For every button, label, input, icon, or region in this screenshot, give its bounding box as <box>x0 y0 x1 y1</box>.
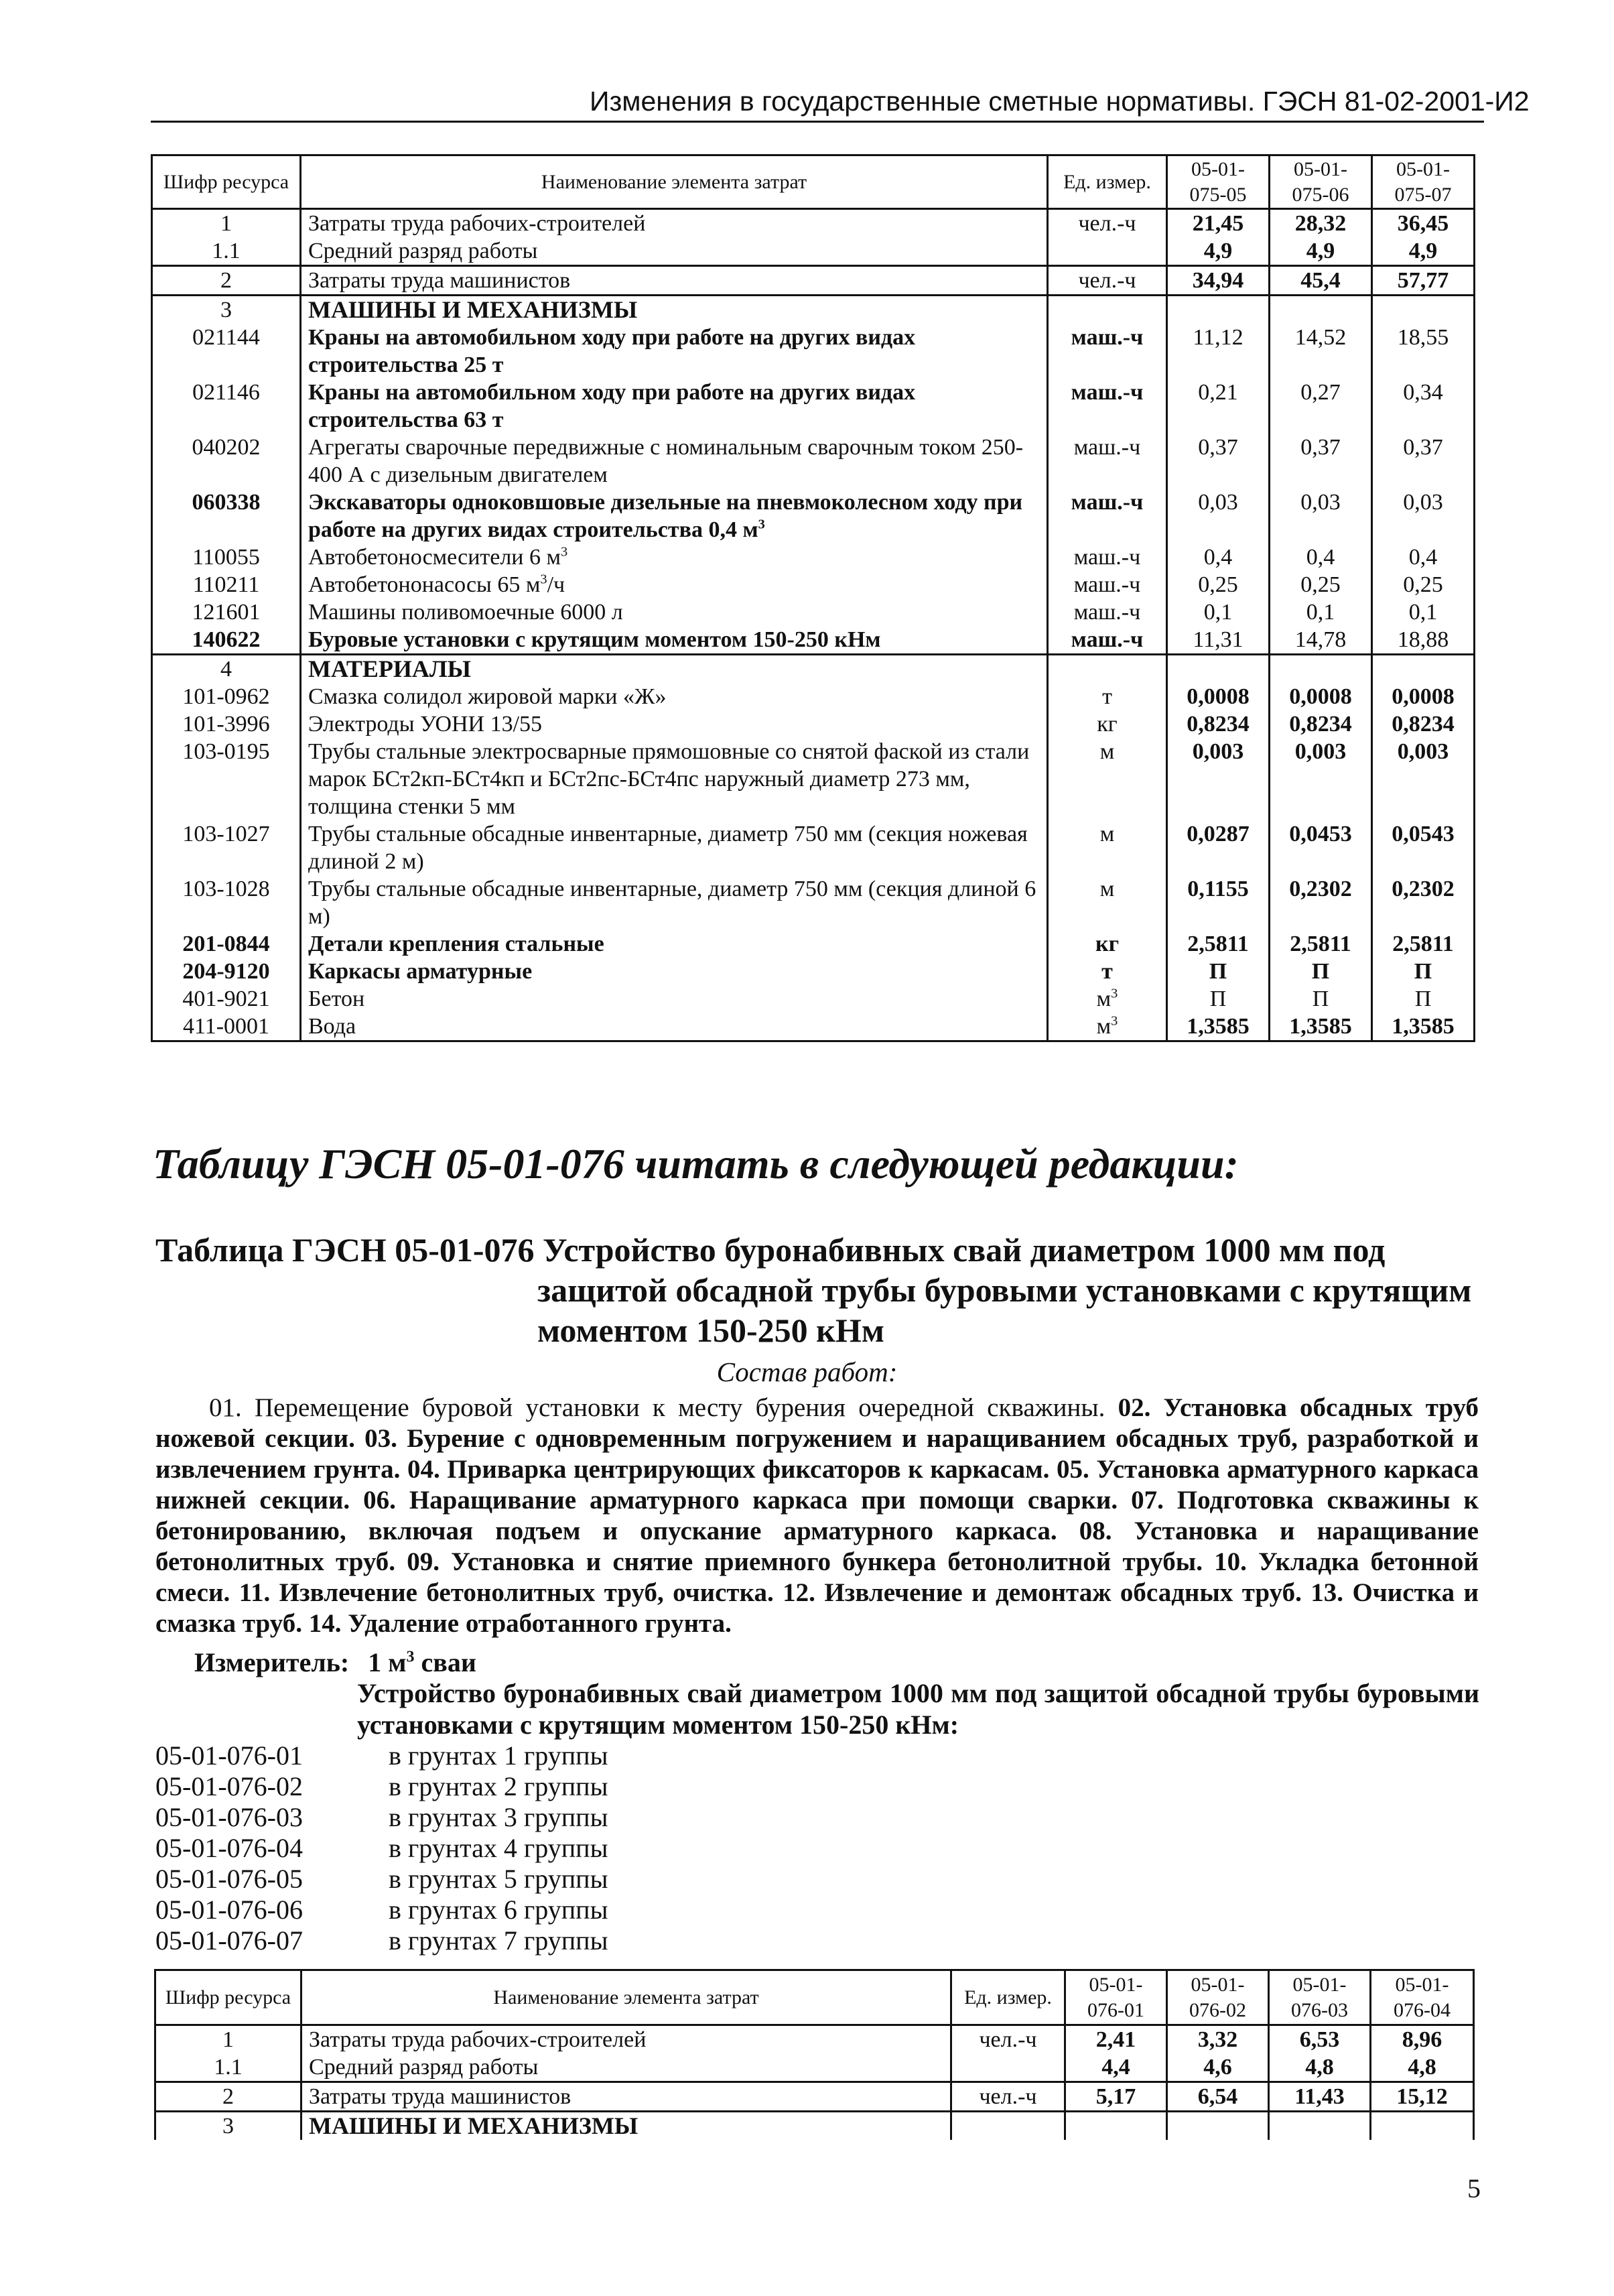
table-title-line: защитой обсадной трубы буровыми установками с крутящим <box>537 1271 1472 1309</box>
col-header-variant: 05-01-076-04 <box>1371 1970 1474 2025</box>
measure-label: Измеритель: <box>194 1647 350 1677</box>
resource-code: 110211 <box>152 571 301 598</box>
norm-value: П <box>1372 958 1475 985</box>
norm-value: 4,9 <box>1270 237 1372 266</box>
work-composition-body: 02. Установка обсадных труб ножевой секции. 03. Бурение с одновременным погружением и наращиванием обсадных труб, разработкой и извлечением грунта. 04. Приварка центрирующих фиксаторов к каркасам. 05. Установка арматурного каркаса нижней секции. 06. Наращивание арматурного каркаса при помощи сварки. 07. Подготовка скважины к бетонированию, включая подъем и опускание арматурного каркаса. 08. Установка и наращивание бетонолитных труб. 09. Установка и снятие приемного бункера бетонолитной трубы. 10. Укладка бетонной смеси. 11. Извлечение бетонолитных труб, очистка. 12. Извлечение и демонтаж обсадных труб. 13. Очистка и смазка труб. 14. Удаление отработанного грунта. <box>155 1393 1479 1638</box>
resource-unit: маш.-ч <box>1048 626 1167 655</box>
variant-code: 05-01-076-02 <box>155 1771 303 1801</box>
resource-unit: кг <box>1048 710 1167 738</box>
resource-code: 103-1027 <box>152 820 301 875</box>
norm-value: 0,0453 <box>1270 820 1372 875</box>
norm-value: 1,3585 <box>1372 1013 1475 1041</box>
norm-value: 0,1 <box>1270 598 1372 626</box>
resource-unit <box>1048 1013 1167 1041</box>
norm-value: 0,003 <box>1270 738 1372 820</box>
section-title: МАШИНЫ И МЕХАНИЗМЫ <box>301 2112 951 2141</box>
norm-value: 28,32 <box>1270 209 1372 238</box>
unit-text: м <box>1096 986 1112 1011</box>
table-row <box>152 985 1475 1013</box>
col-header-variant: 05-01-075-07 <box>1372 155 1475 209</box>
resource-unit: маш.-ч <box>1048 598 1167 626</box>
resource-unit: чел.-ч <box>951 2025 1065 2054</box>
redaction-note: Таблицу ГЭСН 05-01-076 читать в следующей редакции: <box>153 1140 1239 1188</box>
resource-unit: т <box>1048 683 1167 710</box>
section-title: МАТЕРИАЛЫ <box>301 655 1048 684</box>
norm-value: 0,4 <box>1270 544 1372 571</box>
resource-name: Затраты труда рабочих-строителей <box>301 209 1048 238</box>
resource-code: 1 <box>152 209 301 238</box>
norm-value: 14,52 <box>1270 324 1372 379</box>
resource-unit: маш.-ч <box>1048 379 1167 434</box>
resource-name-suffix: /ч <box>547 572 565 597</box>
resource-unit: чел.-ч <box>951 2082 1065 2112</box>
resource-code: 103-1028 <box>152 875 301 930</box>
variant-text: в грунтах 3 группы <box>389 1802 608 1832</box>
superscript: 3 <box>758 517 765 532</box>
norm-value: 0,1 <box>1167 598 1270 626</box>
norm-value: П <box>1167 958 1270 985</box>
norm-value: 2,5811 <box>1270 930 1372 958</box>
variant-code: 05-01-076-05 <box>155 1864 303 1894</box>
norm-value: 1,3585 <box>1167 1013 1270 1041</box>
table-row <box>152 738 1475 820</box>
norm-value: 0,25 <box>1270 571 1372 598</box>
work-composition-lead: 01. Перемещение буровой установки к месту бурения очередной скважины. <box>209 1393 1105 1422</box>
norm-value: 0,0287 <box>1167 820 1270 875</box>
superscript: 3 <box>1111 1013 1118 1029</box>
table-row <box>152 930 1475 958</box>
resource-code: 101-3996 <box>152 710 301 738</box>
norm-value: 0,2302 <box>1372 875 1475 930</box>
norm-value: 34,94 <box>1167 266 1270 296</box>
norm-value: 2,41 <box>1065 2025 1167 2054</box>
list-item <box>155 1895 608 1925</box>
resource-code: 121601 <box>152 598 301 626</box>
table-row <box>152 820 1475 875</box>
variant-text: в грунтах 2 группы <box>389 1771 608 1801</box>
col-header-code: Шифр ресурса <box>152 155 301 209</box>
work-composition-heading: Состав работ: <box>716 1356 898 1387</box>
section-row <box>152 296 1475 324</box>
col-header-variant: 05-01-076-01 <box>1065 1970 1167 2025</box>
superscript: 3 <box>561 544 568 560</box>
list-item <box>155 1802 608 1833</box>
norm-value: 0,2302 <box>1270 875 1372 930</box>
table-row <box>152 379 1475 434</box>
norm-value: 4,9 <box>1372 237 1475 266</box>
variant-code: 05-01-076-03 <box>155 1802 303 1832</box>
resource-name: Средний разряд работы <box>301 237 1048 266</box>
resource-code: 040202 <box>152 434 301 489</box>
norm-value: 6,53 <box>1269 2025 1371 2054</box>
resource-table-076 <box>154 1969 1475 2140</box>
variant-code: 05-01-076-01 <box>155 1740 303 1771</box>
section-row <box>152 655 1475 684</box>
norm-value: 57,77 <box>1372 266 1475 296</box>
superscript: 3 <box>1111 986 1118 1001</box>
resource-name: Трубы стальные обсадные инвентарные, диаметр 750 мм (секция ножевая длиной 2 м) <box>301 820 1048 875</box>
norm-value: 36,45 <box>1372 209 1475 238</box>
norm-value: 4,9 <box>1167 237 1270 266</box>
norm-value: 0,25 <box>1372 571 1475 598</box>
table-row <box>152 571 1475 598</box>
resource-unit: маш.-ч <box>1048 434 1167 489</box>
norm-value: 0,37 <box>1167 434 1270 489</box>
norm-value: 0,003 <box>1167 738 1270 820</box>
work-description: Устройство буронабивных свай диаметром 1000 мм под защитой обсадной трубы буровыми установками с крутящим моментом 150-250 кНм: <box>357 1678 1479 1740</box>
table-row <box>152 237 1475 266</box>
resource-name <box>301 571 1048 598</box>
measure-value: 1 м <box>368 1647 407 1677</box>
superscript: 3 <box>406 1648 415 1666</box>
resource-name: Детали крепления стальные <box>301 930 1048 958</box>
col-header-variant: 05-01-076-03 <box>1269 1970 1371 2025</box>
norm-value: 0,03 <box>1372 489 1475 544</box>
resource-name: Смазка солидол жировой марки «Ж» <box>301 683 1048 710</box>
norm-value: 2,5811 <box>1167 930 1270 958</box>
resource-unit: маш.-ч <box>1048 571 1167 598</box>
norm-value: 18,88 <box>1372 626 1475 655</box>
norm-value: 0,8234 <box>1167 710 1270 738</box>
norm-value: 0,4 <box>1167 544 1270 571</box>
norm-value: 0,03 <box>1270 489 1372 544</box>
section-code: 4 <box>152 655 301 684</box>
list-item <box>155 1864 608 1895</box>
variant-code: 05-01-076-06 <box>155 1895 303 1925</box>
col-header-name: Наименование элемента затрат <box>301 155 1048 209</box>
table-row <box>152 489 1475 544</box>
variant-list <box>155 1740 608 1956</box>
table-title-line: моментом 150-250 кНм <box>537 1312 884 1349</box>
list-item <box>155 1925 608 1956</box>
norm-value: 21,45 <box>1167 209 1270 238</box>
list-item <box>155 1740 608 1771</box>
variant-text: в грунтах 4 группы <box>389 1833 608 1863</box>
norm-value: 0,27 <box>1270 379 1372 434</box>
resource-code: 1 <box>155 2025 301 2054</box>
col-header-variant: 05-01-076-02 <box>1167 1970 1269 2025</box>
table-row <box>152 266 1475 296</box>
norm-value: 4,4 <box>1065 2053 1167 2082</box>
resource-code: 060338 <box>152 489 301 544</box>
variant-text: в грунтах 5 группы <box>389 1864 608 1894</box>
norm-value: 14,78 <box>1270 626 1372 655</box>
table-row <box>152 1013 1475 1041</box>
table-row <box>155 2025 1474 2054</box>
norm-value: 4,8 <box>1371 2053 1474 2082</box>
table-row <box>152 710 1475 738</box>
measure-unit <box>194 1647 476 1678</box>
norm-value: 4,6 <box>1167 2053 1269 2082</box>
resource-unit: м <box>1048 738 1167 820</box>
unit-text: м <box>1096 1014 1112 1039</box>
superscript: 3 <box>540 572 547 587</box>
table-row <box>152 324 1475 379</box>
header-rule <box>151 121 1484 123</box>
norm-value: 0,03 <box>1167 489 1270 544</box>
norm-value: 18,55 <box>1372 324 1475 379</box>
resource-unit <box>1048 237 1167 266</box>
norm-value: 6,54 <box>1167 2082 1269 2112</box>
resource-code: 2 <box>155 2082 301 2112</box>
resource-unit: чел.-ч <box>1048 266 1167 296</box>
resource-unit: м <box>1048 820 1167 875</box>
resource-unit <box>951 2053 1065 2082</box>
norm-value: 15,12 <box>1371 2082 1474 2112</box>
resource-unit: маш.-ч <box>1048 489 1167 544</box>
resource-code: 101-0962 <box>152 683 301 710</box>
norm-value: 0,1155 <box>1167 875 1270 930</box>
col-header-code: Шифр ресурса <box>155 1970 301 2025</box>
section-code: 3 <box>152 296 301 324</box>
resource-code: 021144 <box>152 324 301 379</box>
resource-code: 021146 <box>152 379 301 434</box>
resource-code: 201-0844 <box>152 930 301 958</box>
table-row <box>152 598 1475 626</box>
norm-value: 0,8234 <box>1372 710 1475 738</box>
norm-value: 8,96 <box>1371 2025 1474 2054</box>
resource-name: Агрегаты сварочные передвижные с номинальным сварочным током 250-400 А с дизельным двигателем <box>301 434 1048 489</box>
section-title: МАШИНЫ И МЕХАНИЗМЫ <box>301 296 1048 324</box>
resource-code: 110055 <box>152 544 301 571</box>
norm-value: 0,37 <box>1372 434 1475 489</box>
table-row <box>155 2053 1474 2082</box>
resource-name: Вода <box>301 1013 1048 1041</box>
section-code: 3 <box>155 2112 301 2141</box>
norm-value: 11,12 <box>1167 324 1270 379</box>
resource-name: Затраты труда машинистов <box>301 2082 951 2112</box>
norm-value: 4,8 <box>1269 2053 1371 2082</box>
resource-table-075 <box>151 154 1475 1042</box>
resource-unit: чел.-ч <box>1048 209 1167 238</box>
variant-text: в грунтах 6 группы <box>389 1895 608 1925</box>
norm-value: 0,1 <box>1372 598 1475 626</box>
table-row <box>152 958 1475 985</box>
measure-value-suffix: сваи <box>414 1647 476 1677</box>
work-composition-text <box>155 1393 1479 1639</box>
resource-name: Трубы стальные обсадные инвентарные, диаметр 750 мм (секция длиной 6 м) <box>301 875 1048 930</box>
table-title-line: Таблица ГЭСН 05-01-076 Устройство буронабивных свай диаметром 1000 мм под <box>155 1231 1386 1269</box>
norm-value: 0,21 <box>1167 379 1270 434</box>
resource-name-text: Автобетоносмесители 6 м <box>308 545 561 570</box>
norm-value: 0,0008 <box>1167 683 1270 710</box>
resource-code: 204-9120 <box>152 958 301 985</box>
resource-name-text: Экскаваторы одноковшовые дизельные на пневмоколесном ходу при работе на других видах строительства 0,4 м <box>308 490 1023 542</box>
resource-code: 401-9021 <box>152 985 301 1013</box>
norm-value: 2,5811 <box>1372 930 1475 958</box>
resource-code: 2 <box>152 266 301 296</box>
resource-code: 103-0195 <box>152 738 301 820</box>
resource-name: Средний разряд работы <box>301 2053 951 2082</box>
norm-value: 3,32 <box>1167 2025 1269 2054</box>
section-row <box>155 2112 1474 2141</box>
resource-unit <box>1048 985 1167 1013</box>
norm-value: 0,003 <box>1372 738 1475 820</box>
resource-name: Краны на автомобильном ходу при работе на других видах строительства 25 т <box>301 324 1048 379</box>
resource-name: Затраты труда рабочих-строителей <box>301 2025 951 2054</box>
resource-unit: маш.-ч <box>1048 324 1167 379</box>
table-row <box>152 544 1475 571</box>
col-header-variant: 05-01-075-06 <box>1270 155 1372 209</box>
resource-code: 140622 <box>152 626 301 655</box>
resource-name: Бетон <box>301 985 1048 1013</box>
running-header: Изменения в государственные сметные нормативы. ГЭСН 81-02-2001-И2 <box>590 86 1530 117</box>
norm-value: П <box>1167 985 1270 1013</box>
resource-code: 411-0001 <box>152 1013 301 1041</box>
variant-text: в грунтах 7 группы <box>389 1925 608 1956</box>
resource-code: 1.1 <box>152 237 301 266</box>
table-row <box>155 2082 1474 2112</box>
resource-name: Электроды УОНИ 13/55 <box>301 710 1048 738</box>
norm-value: 11,43 <box>1269 2082 1371 2112</box>
norm-value: 0,0008 <box>1372 683 1475 710</box>
variant-code: 05-01-076-07 <box>155 1925 303 1956</box>
table-row <box>152 626 1475 655</box>
norm-value: 0,8234 <box>1270 710 1372 738</box>
resource-name-text: Автобетононасосы 65 м <box>308 572 541 597</box>
norm-value: 0,25 <box>1167 571 1270 598</box>
norm-value: 11,31 <box>1167 626 1270 655</box>
col-header-unit: Ед. измер. <box>951 1970 1065 2025</box>
col-header-name: Наименование элемента затрат <box>301 1970 951 2025</box>
norm-value: 0,4 <box>1372 544 1475 571</box>
variant-text: в грунтах 1 группы <box>389 1740 608 1771</box>
resource-name <box>301 489 1048 544</box>
resource-unit: м <box>1048 875 1167 930</box>
resource-name: Краны на автомобильном ходу при работе на других видах строительства 63 т <box>301 379 1048 434</box>
list-item <box>155 1771 608 1802</box>
norm-value: П <box>1372 985 1475 1013</box>
norm-value: П <box>1270 958 1372 985</box>
table-row <box>152 875 1475 930</box>
col-header-variant: 05-01-075-05 <box>1167 155 1270 209</box>
resource-code: 1.1 <box>155 2053 301 2082</box>
col-header-unit: Ед. измер. <box>1048 155 1167 209</box>
table-title <box>155 1230 1482 1350</box>
norm-value: 0,0543 <box>1372 820 1475 875</box>
norm-value: 5,17 <box>1065 2082 1167 2112</box>
norm-value: 0,0008 <box>1270 683 1372 710</box>
resource-name <box>301 544 1048 571</box>
resource-name: Машины поливомоечные 6000 л <box>301 598 1048 626</box>
resource-name: Затраты труда машинистов <box>301 266 1048 296</box>
norm-value: 1,3585 <box>1270 1013 1372 1041</box>
variant-code: 05-01-076-04 <box>155 1833 303 1863</box>
resource-unit: маш.-ч <box>1048 544 1167 571</box>
resource-name: Буровые установки с крутящим моментом 150-250 кНм <box>301 626 1048 655</box>
table-row <box>152 434 1475 489</box>
resource-name: Каркасы арматурные <box>301 958 1048 985</box>
norm-value: 0,37 <box>1270 434 1372 489</box>
resource-unit: т <box>1048 958 1167 985</box>
page-number: 5 <box>1467 2173 1481 2204</box>
list-item <box>155 1833 608 1864</box>
norm-value: 45,4 <box>1270 266 1372 296</box>
norm-value: 0,34 <box>1372 379 1475 434</box>
resource-name: Трубы стальные электросварные прямошовные со снятой фаской из стали марок БСт2кп-БСт4кп и БСт2пс-БСт4пс наружный диаметр 273 мм, толщина стенки 5 мм <box>301 738 1048 820</box>
table-row <box>152 683 1475 710</box>
norm-value: П <box>1270 985 1372 1013</box>
table-row <box>152 209 1475 238</box>
resource-unit: кг <box>1048 930 1167 958</box>
